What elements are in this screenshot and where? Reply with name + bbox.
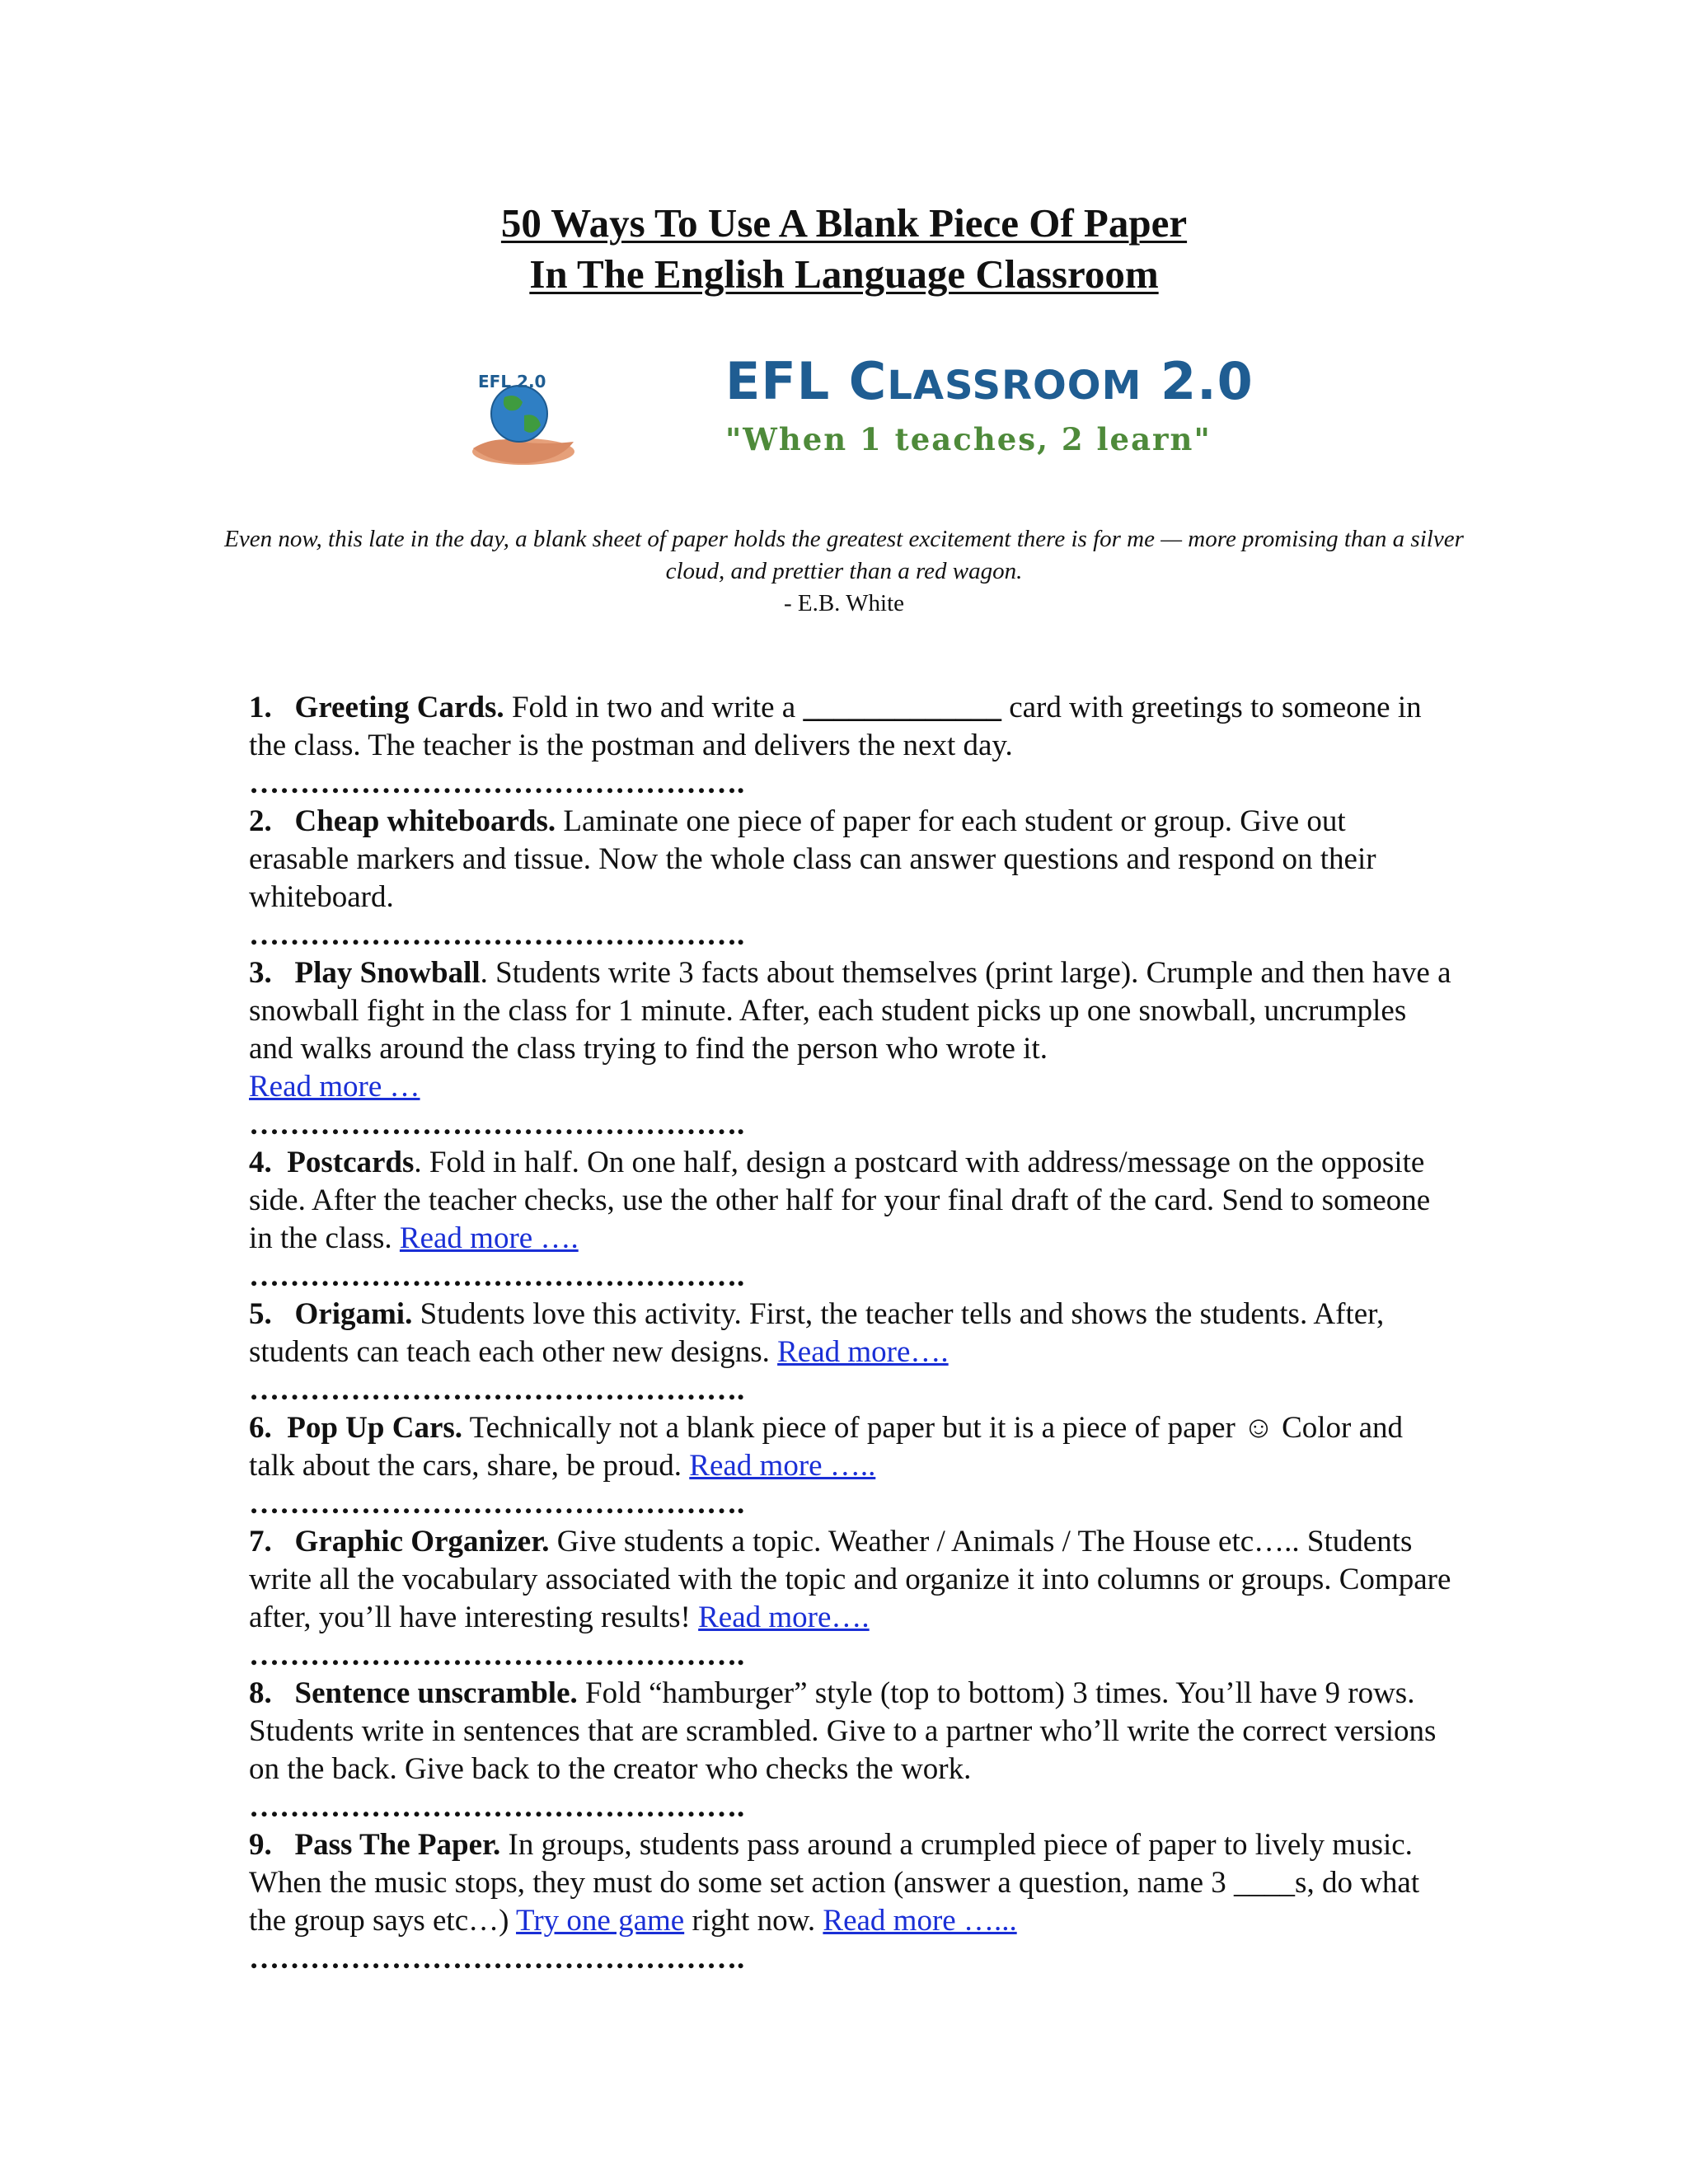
separator: …………………………………………. <box>249 1942 745 1975</box>
separator: …………………………………………. <box>249 1259 745 1293</box>
separator: …………………………………………. <box>249 766 745 800</box>
list-item: 4. Postcards. Fold in half. On one half, design a postcard with address/message on the opposite side. After the teacher checks, use the other half for your final draft of the card. Send to someone in the class. Read more …. <box>249 1146 1431 1255</box>
separator: …………………………………………. <box>249 1373 745 1407</box>
read-more-link[interactable]: Read more …. <box>399 1221 579 1255</box>
title-line-2: In The English Language Classroom <box>529 251 1159 297</box>
separator: …………………………………………. <box>249 1790 745 1824</box>
fill-in-blank: _____________ <box>803 691 1001 724</box>
quote-attribution: - E.B. White <box>783 590 905 616</box>
try-one-game-link[interactable]: Try one game <box>516 1904 685 1938</box>
list-item: 9. Pass The Paper. In groups, students pass around a crumpled piece of paper to lively music. When the music stops, they must do some set action (answer a question, name 3 ____s, do what the group says etc…) Try one game right now. Read more …... <box>249 1828 1420 1938</box>
globe-in-hand-icon <box>462 363 577 478</box>
epigraph-quote <box>214 523 1474 620</box>
title-line-1: 50 Ways To Use A Blank Piece Of Paper <box>500 200 1188 246</box>
page-title <box>0 198 1688 300</box>
separator: …………………………………………. <box>249 1487 745 1521</box>
read-more-link[interactable]: Read more …... <box>823 1904 1017 1938</box>
read-more-link[interactable]: Read more … <box>249 1070 420 1104</box>
separator: …………………………………………. <box>249 1108 745 1141</box>
list-item: 3. Play Snowball. Students write 3 facts about themselves (print large). Crumple and then have a snowball fight in the class for 1 minute. After, each student picks up one snowball, uncrumples and walks around the class trying to find the person who wrote it. Read more … <box>249 956 1451 1104</box>
separator: …………………………………………. <box>249 1638 745 1672</box>
ideas-list <box>249 689 1452 1978</box>
list-item: 2. Cheap whiteboards. Laminate one piece of paper for each student or group. Give out erasable markers and tissue. Now the whole class can answer questions and respond on their whiteboard. <box>249 804 1376 914</box>
read-more-link[interactable]: Read more…. <box>777 1335 949 1369</box>
logo <box>725 350 1254 460</box>
list-item: 8. Sentence unscramble. Fold “hamburger” style (top to bottom) 3 times. You’ll have 9 rows. Students write in sentences that are scrambled. Give to a partner who’ll write the correct versions on the back. Give back to the creator who checks the work. <box>249 1676 1437 1786</box>
list-item: 1. Greeting Cards. Fold in two and write a _____________ card with greetings to someone in the class. The teacher is the postman and delivers the next day. <box>249 691 1422 762</box>
list-item: 7. Graphic Organizer. Give students a topic. Weather / Animals / The House etc….. Students write all the vocabulary associated with the topic and organize it into columns or groups. Compare after, you’ll have interesting results! Read more…. <box>249 1525 1451 1634</box>
list-item: 6. Pop Up Cars. Technically not a blank piece of paper but it is a piece of paper ☺ Color and talk about the cars, share, be proud. Read more ….. <box>249 1411 1404 1483</box>
list-item: 5. Origami. Students love this activity. First, the teacher tells and shows the students. After, students can teach each other new designs. Read more…. <box>249 1297 1385 1369</box>
logo-badge-text: EFL 2.0 <box>478 372 546 391</box>
read-more-link[interactable]: Read more…. <box>698 1601 870 1634</box>
logo-tagline: "When 1 teaches, 2 learn" <box>725 421 1212 457</box>
separator: …………………………………………. <box>249 918 745 952</box>
read-more-link[interactable]: Read more ….. <box>689 1449 876 1483</box>
logo-title: EFL CLASSROOM 2.0 <box>725 351 1254 411</box>
quote-text: Even now, this late in the day, a blank sheet of paper holds the greatest excitement there is for me — more promising than a silver cloud, and prettier than a red wagon. <box>224 526 1464 584</box>
